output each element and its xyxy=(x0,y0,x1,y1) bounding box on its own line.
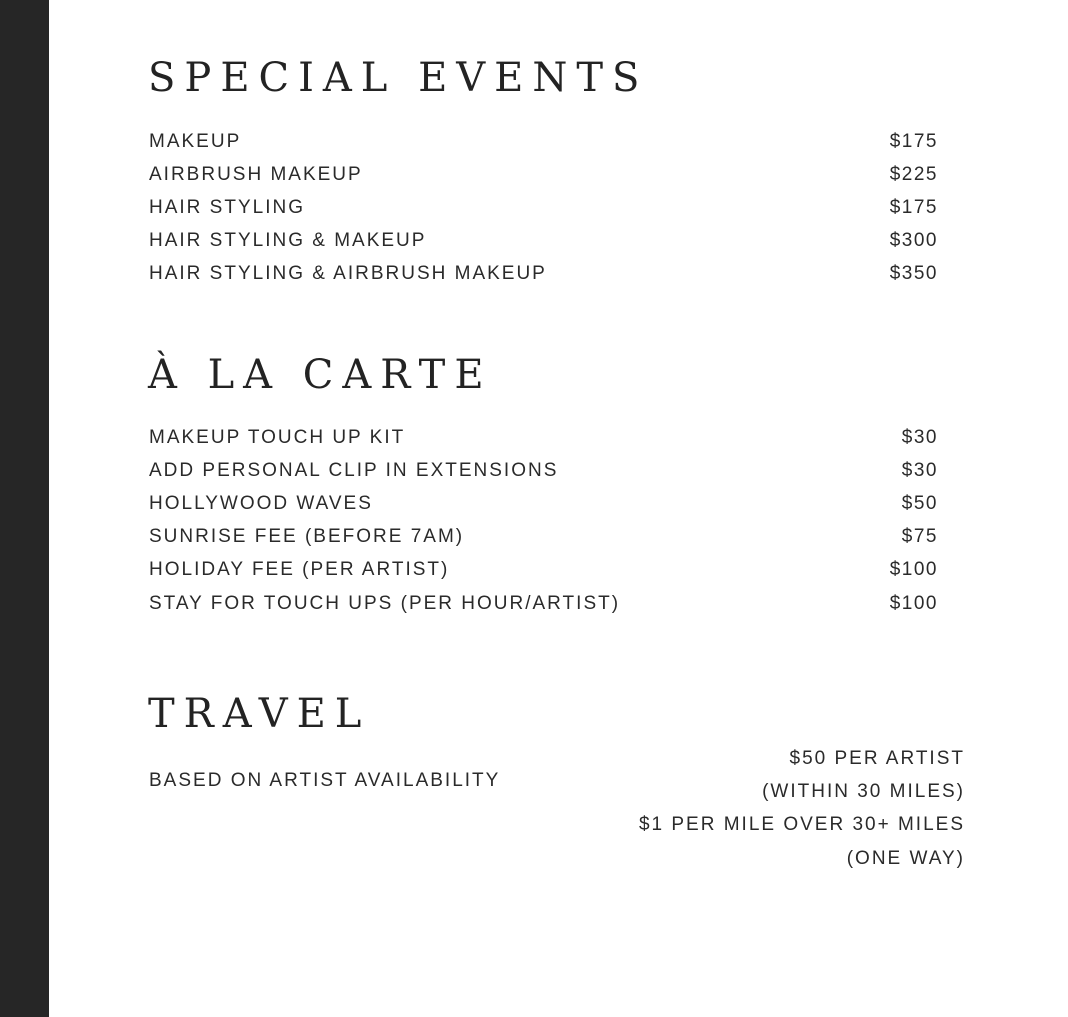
service-price: $30 xyxy=(901,459,938,481)
price-row xyxy=(149,258,938,291)
service-price: $30 xyxy=(901,426,938,448)
service-price: $100 xyxy=(889,559,938,581)
price-row xyxy=(149,487,938,520)
service-name: ADD PERSONAL CLIP IN EXTENSIONS xyxy=(149,459,559,481)
price-row xyxy=(149,191,938,224)
service-price: $75 xyxy=(901,526,938,548)
price-row xyxy=(149,454,938,487)
service-name: AIRBRUSH MAKEUP xyxy=(149,163,363,185)
special-events-list xyxy=(149,125,938,291)
a-la-carte-heading: À LA CARTE xyxy=(148,352,493,398)
a-la-carte-list xyxy=(149,421,938,620)
service-price: $175 xyxy=(889,196,938,218)
travel-heading: TRAVEL xyxy=(148,691,371,737)
service-name: MAKEUP xyxy=(149,130,242,152)
service-name: HOLLYWOOD WAVES xyxy=(149,492,373,514)
travel-rate-line: $50 PER ARTIST xyxy=(789,748,965,769)
service-name: MAKEUP TOUCH UP KIT xyxy=(149,426,406,448)
travel-rates xyxy=(639,742,965,875)
price-row xyxy=(149,554,938,587)
service-price: $100 xyxy=(889,592,938,614)
travel-rate-line: (WITHIN 30 MILES) xyxy=(762,781,965,803)
price-row xyxy=(149,125,938,158)
travel-label: BASED ON ARTIST AVAILABILITY xyxy=(149,770,501,791)
service-name: HOLIDAY FEE (PER ARTIST) xyxy=(149,559,450,581)
travel-rate-line: $1 PER MILE OVER 30+ MILES xyxy=(638,814,965,836)
service-price: $175 xyxy=(889,130,938,152)
service-name: HAIR STYLING & MAKEUP xyxy=(149,230,427,252)
service-name: HAIR STYLING xyxy=(149,196,305,218)
travel-rate-line: (ONE WAY) xyxy=(846,847,965,869)
decorative-sidebar xyxy=(0,0,49,1017)
price-row xyxy=(149,158,938,191)
special-events-heading: SPECIAL EVENTS xyxy=(148,55,649,101)
service-name: STAY FOR TOUCH UPS (PER HOUR/ARTIST) xyxy=(149,592,621,614)
price-row xyxy=(149,225,938,258)
service-name: SUNRISE FEE (BEFORE 7AM) xyxy=(149,526,465,548)
service-price: $300 xyxy=(889,230,938,252)
service-price: $350 xyxy=(889,263,938,285)
price-row xyxy=(149,521,938,554)
service-price: $225 xyxy=(889,163,938,185)
price-row xyxy=(149,421,938,454)
service-name: HAIR STYLING & AIRBRUSH MAKEUP xyxy=(149,263,547,285)
price-row xyxy=(149,587,938,620)
service-price: $50 xyxy=(901,492,938,514)
